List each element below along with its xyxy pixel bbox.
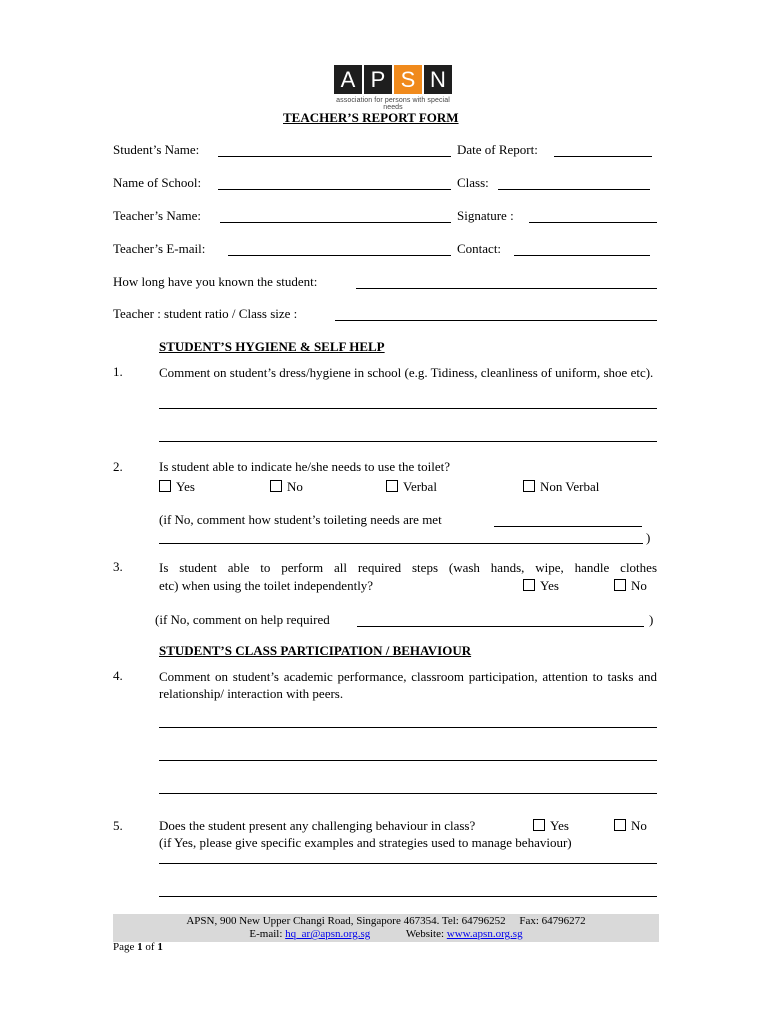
footer-address: APSN, 900 New Upper Changi Road, Singapore 467354. Tel: 64796252 bbox=[186, 915, 506, 927]
q3-followup-field[interactable] bbox=[357, 626, 644, 627]
q3-option-yes[interactable] bbox=[523, 578, 559, 594]
checkbox-icon[interactable] bbox=[533, 819, 545, 831]
page-current: 1 bbox=[137, 941, 143, 953]
q3-option-no[interactable] bbox=[614, 578, 647, 594]
q2-followup: (if No, comment how student’s toileting needs are met bbox=[159, 512, 442, 527]
page-of: of bbox=[145, 941, 155, 953]
footer-fax: Fax: 64796272 bbox=[519, 915, 586, 927]
checkbox-icon[interactable] bbox=[614, 579, 626, 591]
school-name-label: Name of School: bbox=[113, 175, 202, 190]
q3-text-line-2: etc) when using the toilet independently? bbox=[159, 578, 374, 593]
signature-label: Signature : bbox=[457, 208, 514, 223]
q5-answer-line-2[interactable] bbox=[159, 896, 657, 897]
q3-option-yes-label: Yes bbox=[540, 578, 559, 593]
checkbox-icon[interactable] bbox=[386, 480, 398, 492]
checkbox-icon[interactable] bbox=[159, 480, 171, 492]
q2-option-yes[interactable] bbox=[159, 479, 195, 495]
apsn-logo bbox=[334, 65, 452, 111]
q3-followup: (if No, comment on help required bbox=[155, 612, 330, 627]
q2-option-nonverbal[interactable] bbox=[523, 479, 599, 495]
teachers-email-label: Teacher’s E-mail: bbox=[113, 241, 206, 256]
ratio-field[interactable] bbox=[335, 320, 657, 321]
q2-text: Is student able to indicate he/she needs to use the toilet? bbox=[159, 459, 450, 474]
how-long-field[interactable] bbox=[356, 288, 657, 289]
footer bbox=[113, 914, 659, 942]
teachers-email-field[interactable] bbox=[228, 255, 451, 256]
logo-letter-n: N bbox=[424, 65, 452, 94]
class-field[interactable] bbox=[498, 189, 650, 190]
q4-text: Comment on student’s academic performance, classroom participation, attention to tasks and relationship/ interaction with peers. bbox=[159, 669, 657, 701]
students-name-label: Student’s Name: bbox=[113, 142, 200, 157]
footer-website-label: Website: bbox=[405, 928, 445, 940]
q4-answer-line-3[interactable] bbox=[159, 793, 657, 794]
q1-number: 1. bbox=[113, 364, 123, 379]
q1-answer-line-1[interactable] bbox=[159, 408, 657, 409]
page-number bbox=[113, 941, 163, 953]
q3-option-no-label: No bbox=[631, 578, 647, 593]
q2-followup-line-2[interactable] bbox=[159, 543, 643, 544]
q5-answer-line-1[interactable] bbox=[159, 863, 657, 864]
q2-option-verbal-label: Verbal bbox=[403, 479, 437, 494]
checkbox-icon[interactable] bbox=[523, 480, 535, 492]
footer-website-link[interactable]: www.apsn.org.sg bbox=[446, 928, 523, 940]
q2-option-yes-label: Yes bbox=[176, 479, 195, 494]
footer-email-label: E-mail: bbox=[249, 928, 283, 940]
q2-followup-field[interactable] bbox=[494, 526, 642, 527]
q4-answer-line-1[interactable] bbox=[159, 727, 657, 728]
contact-field[interactable] bbox=[514, 255, 650, 256]
q2-close-paren: ) bbox=[646, 530, 651, 545]
q3-text-line-1: Is student able to perform all required steps (wash hands, wipe, handle clothes bbox=[159, 560, 657, 575]
q4-number: 4. bbox=[113, 668, 123, 683]
footer-contact-row bbox=[113, 928, 659, 941]
signature-field[interactable] bbox=[529, 222, 657, 223]
q2-number: 2. bbox=[113, 459, 123, 474]
contact-label: Contact: bbox=[457, 241, 502, 256]
class-label: Class: bbox=[457, 175, 489, 190]
page-prefix: Page bbox=[113, 941, 135, 953]
date-of-report-label: Date of Report: bbox=[457, 142, 538, 157]
checkbox-icon[interactable] bbox=[523, 579, 535, 591]
q4-answer-line-2[interactable] bbox=[159, 760, 657, 761]
section-participation-heading: STUDENT’S CLASS PARTICIPATION / BEHAVIOUR bbox=[159, 643, 472, 658]
q5-option-yes[interactable] bbox=[533, 818, 569, 834]
footer-address-row bbox=[113, 915, 659, 928]
q2-option-no-label: No bbox=[287, 479, 303, 494]
q1-text: Comment on student’s dress/hygiene in school (e.g. Tidiness, cleanliness of uniform, shoe etc). bbox=[159, 365, 654, 380]
q5-option-no[interactable] bbox=[614, 818, 647, 834]
ratio-label: Teacher : student ratio / Class size : bbox=[113, 306, 298, 321]
section-hygiene-heading: STUDENT’S HYGIENE & SELF HELP bbox=[159, 339, 385, 354]
checkbox-icon[interactable] bbox=[614, 819, 626, 831]
q5-followup: (if Yes, please give specific examples and strategies used to manage behaviour) bbox=[159, 835, 572, 850]
form-title: TEACHER’S REPORT FORM bbox=[283, 110, 459, 125]
logo-tagline: association for persons with special needs bbox=[336, 97, 450, 111]
q3-close-paren: ) bbox=[649, 612, 654, 627]
logo-letter-a: A bbox=[334, 65, 362, 94]
footer-email-link[interactable]: hq_ar@apsn.org.sg bbox=[285, 928, 371, 940]
checkbox-icon[interactable] bbox=[270, 480, 282, 492]
logo-letter-s: S bbox=[394, 65, 422, 94]
logo-letter-p: P bbox=[364, 65, 392, 94]
q5-number: 5. bbox=[113, 818, 123, 833]
q2-option-nonverbal-label: Non Verbal bbox=[540, 479, 600, 494]
school-name-field[interactable] bbox=[218, 189, 451, 190]
how-long-label: How long have you known the student: bbox=[113, 274, 318, 289]
q3-number: 3. bbox=[113, 559, 123, 574]
q5-option-no-label: No bbox=[631, 818, 647, 833]
q1-answer-line-2[interactable] bbox=[159, 441, 657, 442]
q5-option-yes-label: Yes bbox=[550, 818, 569, 833]
teachers-name-label: Teacher’s Name: bbox=[113, 208, 201, 223]
teachers-name-field[interactable] bbox=[220, 222, 451, 223]
q5-text: Does the student present any challenging behaviour in class? bbox=[159, 818, 476, 833]
q2-option-verbal[interactable] bbox=[386, 479, 437, 495]
students-name-field[interactable] bbox=[218, 156, 451, 157]
date-of-report-field[interactable] bbox=[554, 156, 652, 157]
q2-option-no[interactable] bbox=[270, 479, 303, 495]
page-total: 1 bbox=[157, 941, 163, 953]
